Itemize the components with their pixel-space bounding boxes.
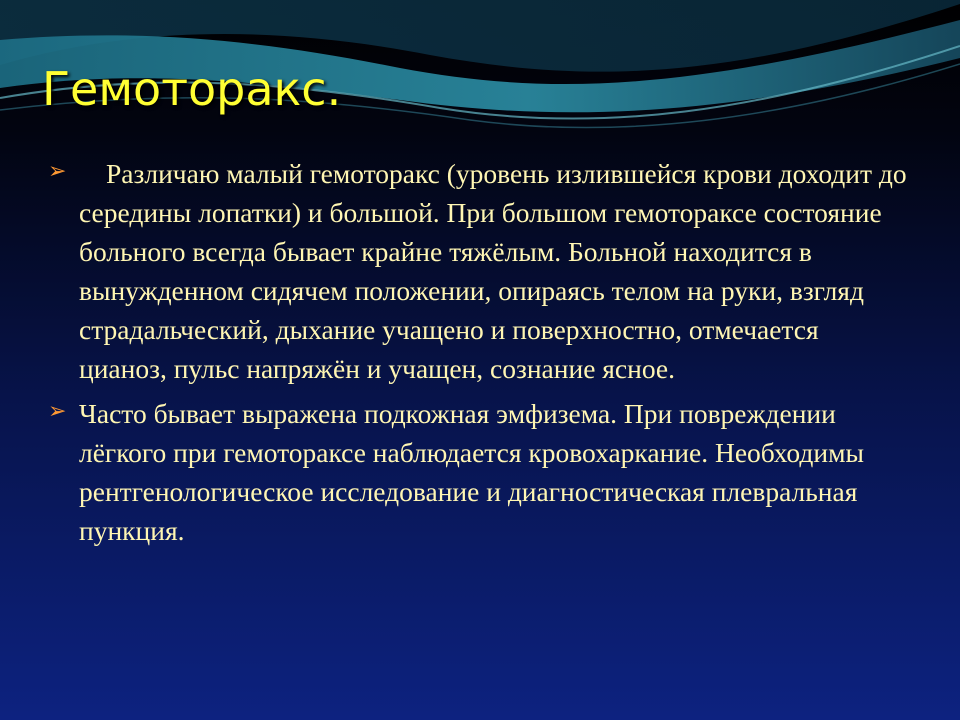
bullet-item [48,394,908,550]
arrow-bullet-icon: ➢ [48,159,67,184]
slide-title: Гемоторакс. [42,62,342,116]
bullet-text: Различаю малый гемоторакс (уровень излившейся крови доходит до середины лопатки) и большой. При большом гемотораксе состояние больного всегда бывает крайне тяжёлым. Больной находится в вынужденном сидячем положении, опираясь телом на руки, взгляд страдальческий, дыхание учащено и поверхностно, отмечается цианоз, пульс напряжён и учащен, сознание ясное. [79,158,907,384]
arrow-bullet-icon: ➢ [48,399,67,424]
bullet-item [48,154,908,388]
bullet-text: Часто бывает выражена подкожная эмфизема. При повреждении лёгкого при гемотораксе наблюдается кровохаркание. Необходимы рентгенологическое исследование и диагностическая плевральная пункция. [79,398,864,546]
bullet-list [48,154,908,556]
